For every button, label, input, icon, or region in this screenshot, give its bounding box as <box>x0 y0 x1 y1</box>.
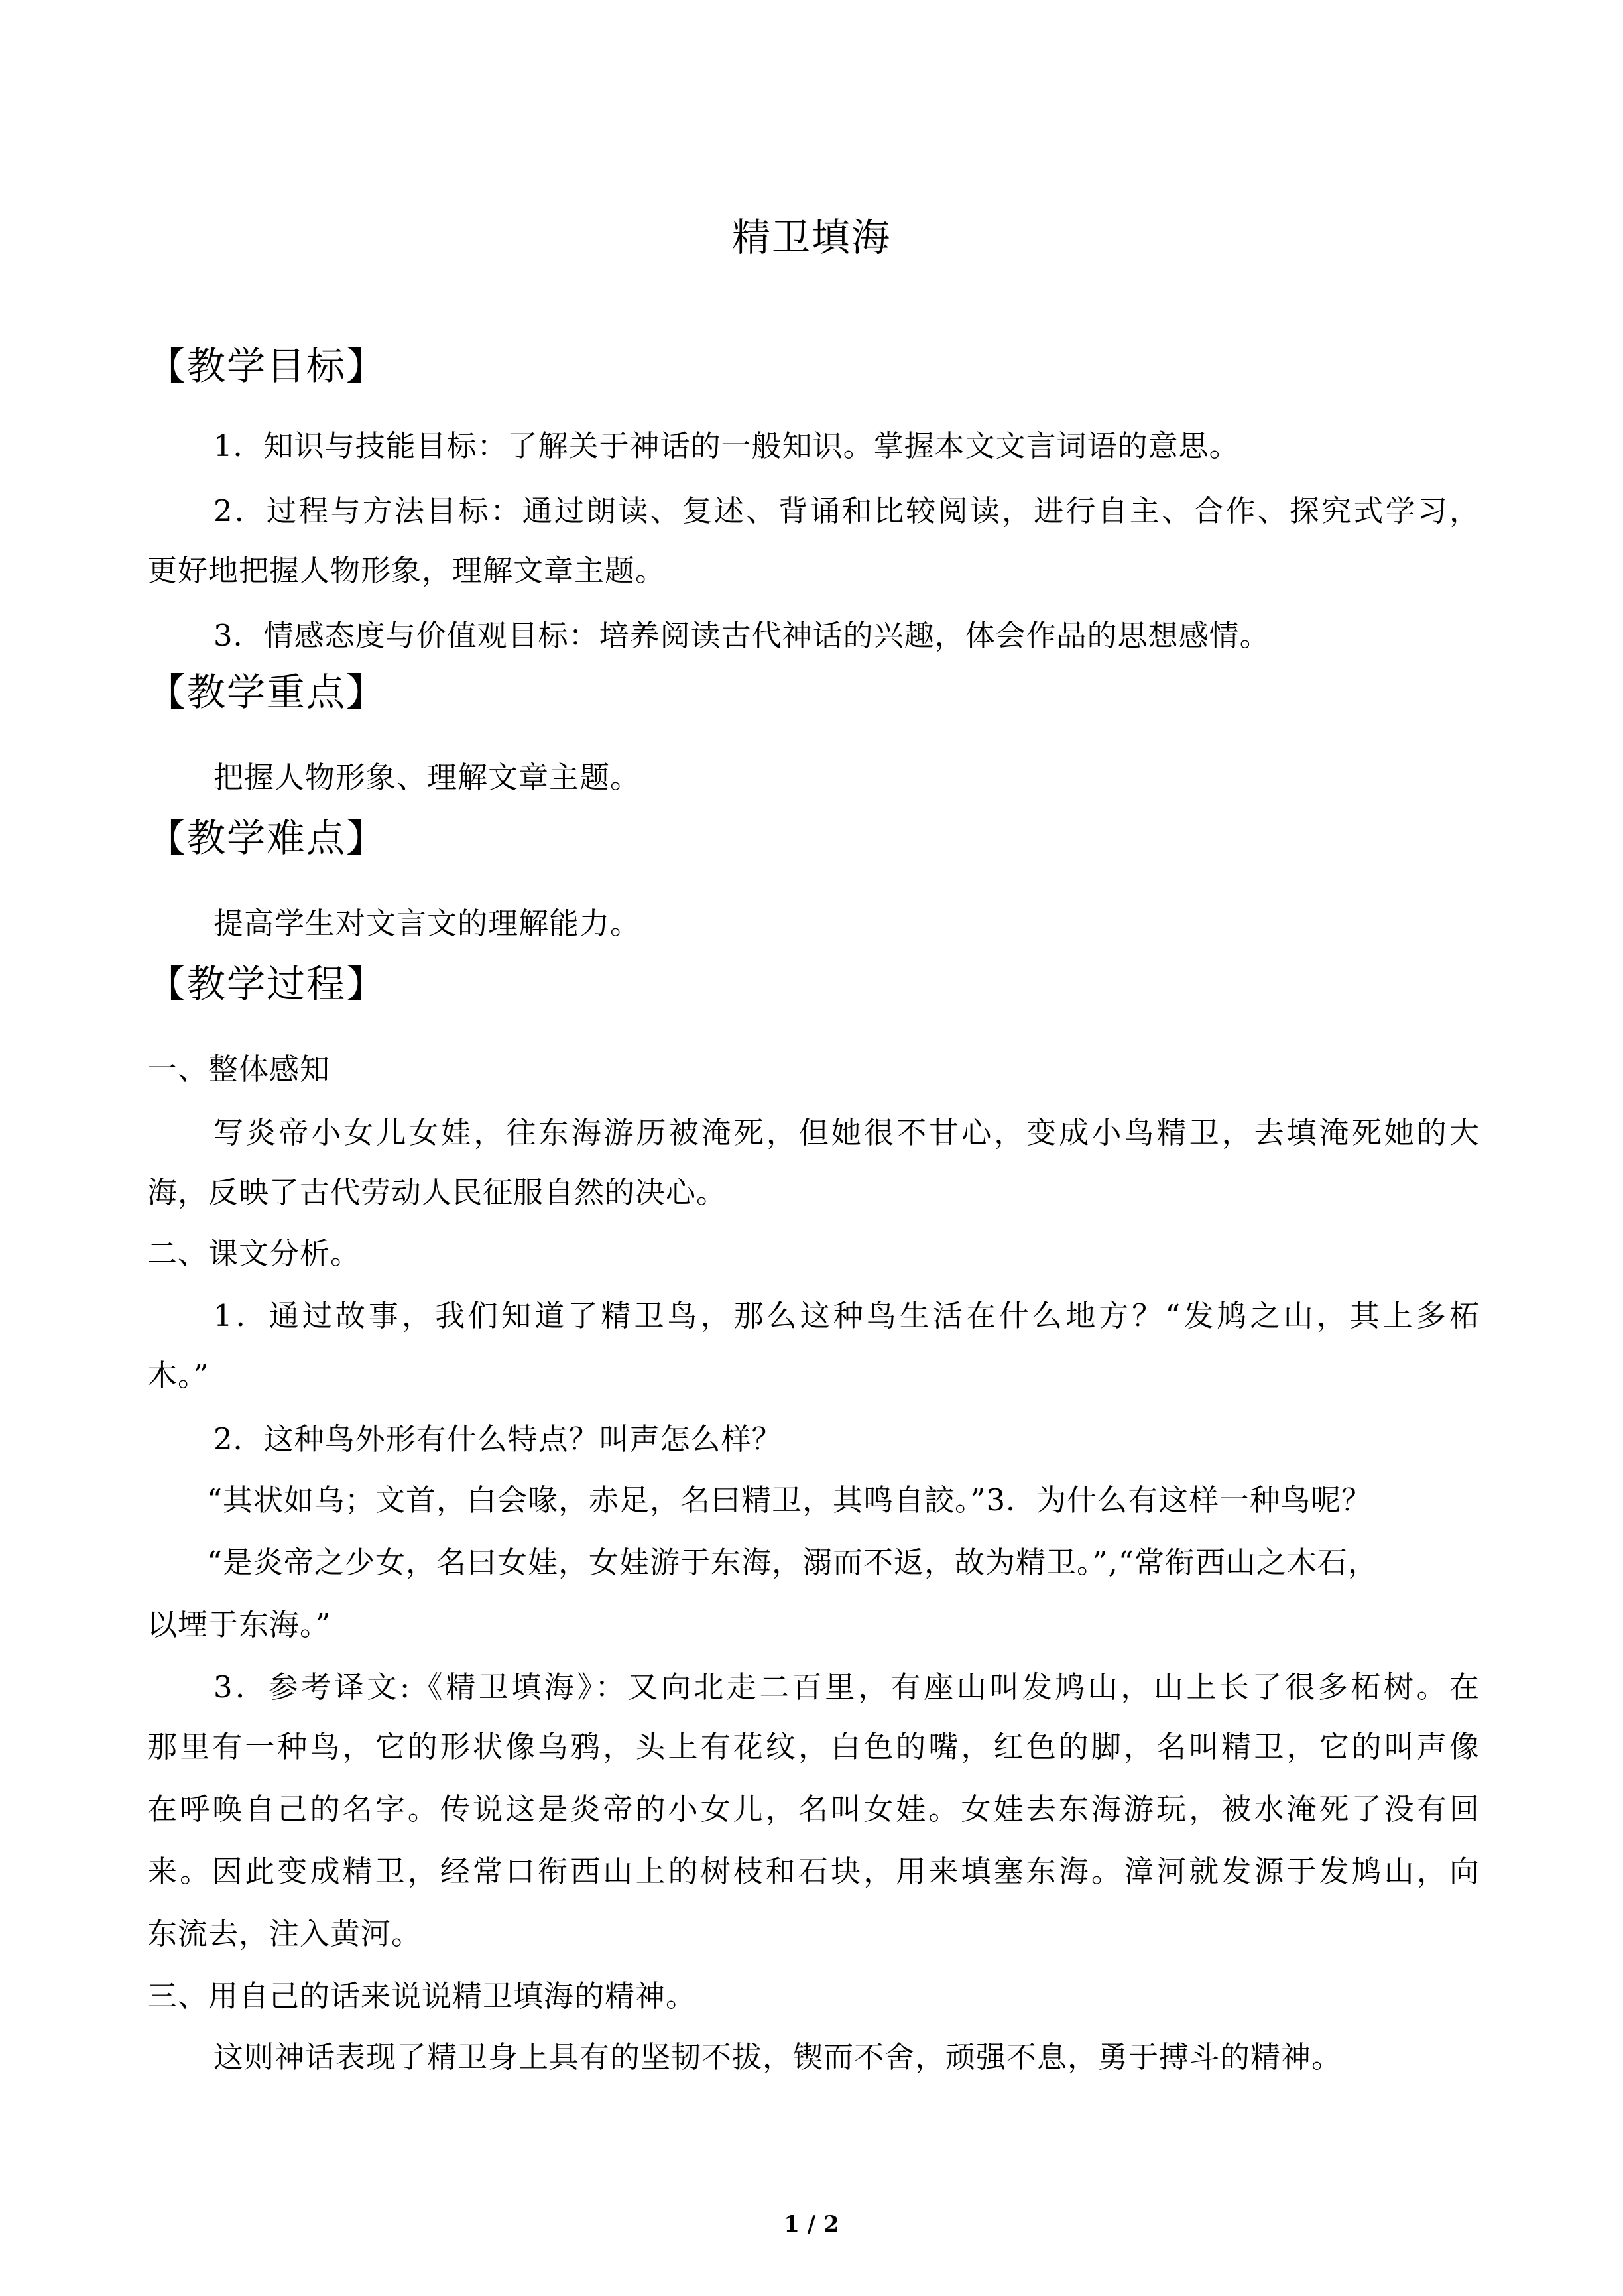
process-part-1-line-2: 海，反映了古代劳动人民征服自然的决心。 <box>147 1175 727 1210</box>
objective-item-2-line-2: 更好地把握人物形象，理解文章主题。 <box>147 553 666 588</box>
process-part-3-heading: 三、用自己的话来说说精卫填海的精神。 <box>147 1978 697 2014</box>
document-title: 精卫填海 <box>731 215 891 260</box>
translation-line-4: 来。因此变成精卫，经常口衔西山上的树枝和石块，用来填塞东海。漳河就发源于发鸠山，向 <box>147 1854 1480 1889</box>
process-part-2-heading: 二、课文分析。 <box>147 1236 361 1271</box>
process-part-3-text: 这则神话表现了精卫身上具有的坚韧不拔，锲而不舍，顽强不息，勇于搏斗的精神。 <box>213 2039 1343 2075</box>
question-1-line-2: 木。” <box>147 1358 210 1393</box>
key-points-text: 把握人物形象、理解文章主题。 <box>213 760 641 795</box>
heading-objectives: 【教学目标】 <box>147 343 387 389</box>
question-1-line-1: 1．通过故事，我们知道了精卫鸟，那么这种鸟生活在什么地方？“发鸠之山，其上多柘 <box>213 1298 1480 1333</box>
heading-key-points: 【教学重点】 <box>147 670 387 715</box>
objective-item-2-line-1: 2．过程与方法目标：通过朗读、复述、背诵和比较阅读，进行自主、合作、探究式学习， <box>213 493 1480 528</box>
translation-line-3: 在呼唤自己的名字。传说这是炎帝的小女儿，名叫女娃。女娃去东海游玩，被水淹死了没有回 <box>147 1791 1480 1827</box>
process-part-1-heading: 一、整体感知 <box>147 1052 331 1087</box>
question-3-answer-line-1: “是炎帝之少女，名曰女娃，女娃游于东海，溺而不返，故为精卫。”,“常衔西山之木石， <box>207 1545 1378 1580</box>
question-3-answer-line-2: 以堙于东海。” <box>147 1607 331 1642</box>
process-part-1-line-1: 写炎帝小女儿女娃，往东海游历被淹死，但她很不甘心，变成小鸟精卫，去填淹死她的大 <box>213 1115 1480 1150</box>
question-2: 2．这种鸟外形有什么特点？叫声怎么样？ <box>213 1421 782 1457</box>
difficulties-text: 提高学生对文言文的理解能力。 <box>213 906 641 941</box>
translation-line-5: 东流去，注入黄河。 <box>147 1916 422 1951</box>
objective-item-3: 3．情感态度与价值观目标：培养阅读古代神话的兴趣，体会作品的思想感情。 <box>213 618 1270 653</box>
translation-line-2: 那里有一种鸟，它的形状像乌鸦，头上有花纹，白色的嘴，红色的脚，名叫精卫，它的叫声像 <box>147 1729 1480 1764</box>
question-2-answer: “其状如乌；文首，白会喙，赤足，名曰精卫，其鸣自詨。”3．为什么有这样一种鸟呢？ <box>207 1482 1372 1518</box>
translation-line-1: 3．参考译文:《精卫填海》：又向北走二百里，有座山叫发鸠山，山上长了很多柘树。在 <box>213 1669 1480 1705</box>
page-number: 1 / 2 <box>784 2211 839 2238</box>
objective-item-1: 1．知识与技能目标：了解关于神话的一般知识。掌握本文文言词语的意思。 <box>213 428 1240 463</box>
heading-process: 【教学过程】 <box>147 961 387 1006</box>
heading-difficulties: 【教学难点】 <box>147 816 387 861</box>
